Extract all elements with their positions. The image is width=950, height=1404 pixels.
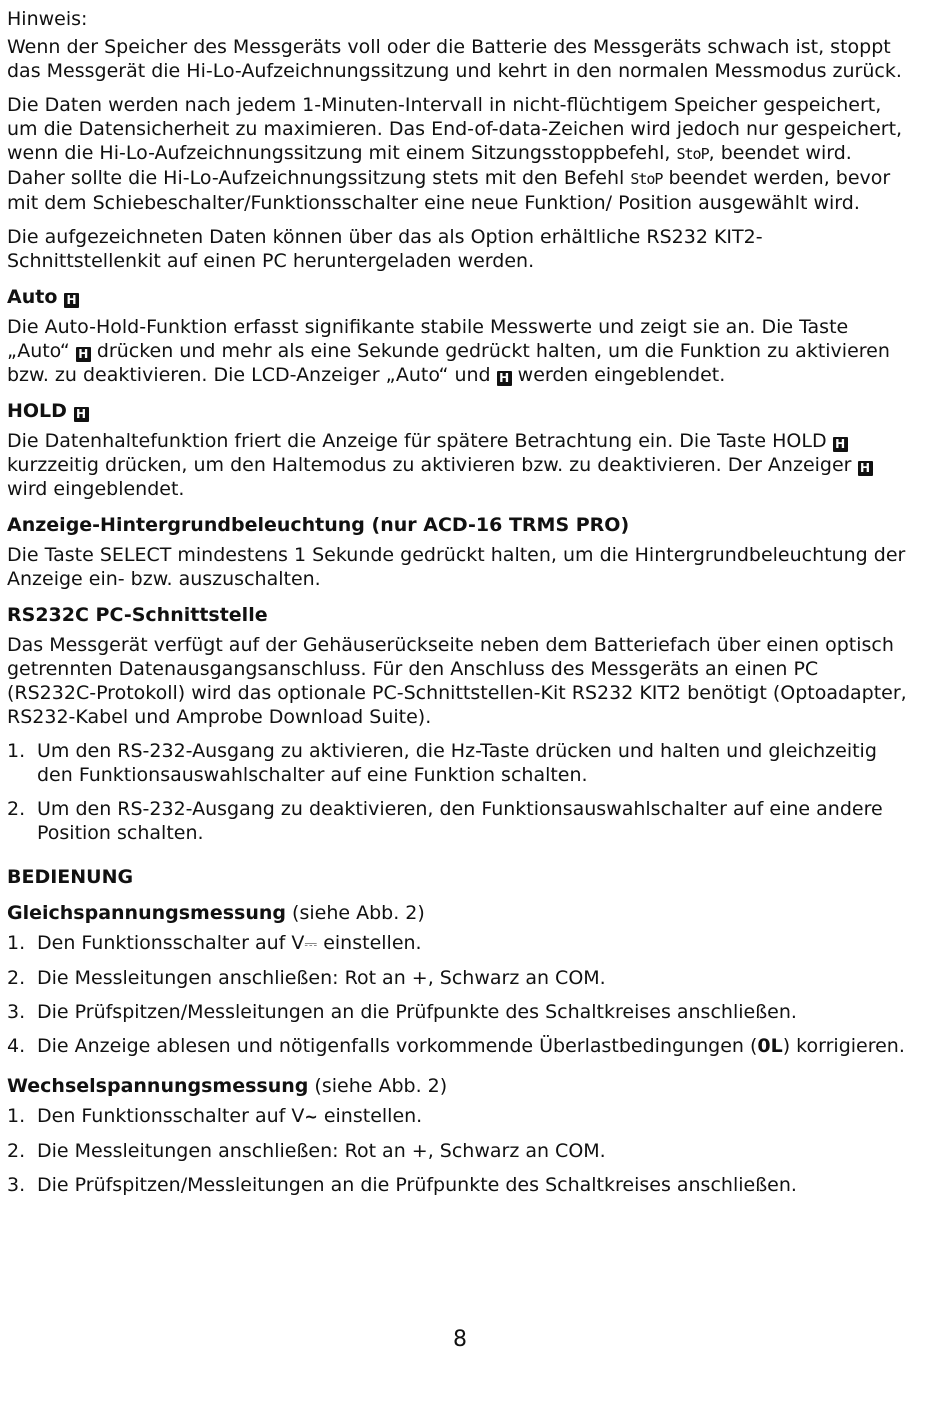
operation-heading: BEDIENUNG <box>7 866 134 888</box>
hold-paragraph: Die Datenhaltefunktion friert die Anzeige für spätere Betrachtung ein. Die Taste HOLD H kurzzeitig drücken, um den Haltemodus zu aktivieren bzw. zu deaktivieren. Der Anzeiger H wird eingeblendet. <box>7 429 912 501</box>
note-storage-text-b: , beendet wird. Daher sollte die Hi-Lo-Aufzeichnungssitzung stets mit den Befehl <box>7 142 852 189</box>
list-item: 1. Den Funktionsschalter auf V⎓ einstellen. <box>7 932 422 954</box>
note-storage-text-a: Die Daten werden nach jedem 1-Minuten-Intervall in nicht-flüchtigem Speicher gespeichert, um die Datensicherheit zu maximieren. Das End-of-data-Zeichen wird jedoch nur gespeichert, wenn die Hi-Lo-Aufzeichnungssitzung mit einem Sitzungsstoppbefehl, <box>7 94 903 164</box>
ac-voltage-icon: ~ <box>304 1107 318 1126</box>
rs232-steps <box>7 739 912 845</box>
rs232-heading: RS232C PC-Schnittstelle <box>7 604 268 626</box>
dc-heading: Gleichspannungsmessung (siehe Abb. 2) <box>7 902 425 924</box>
list-item: 1. Um den RS-232-Ausgang zu aktivieren, die Hz-Taste drücken und halten und gleichzeitig den Funktionsauswahlschalter auf eine Funktion schalten. <box>7 740 877 786</box>
hold-icon: H <box>833 437 848 452</box>
page-number: 8 <box>453 1327 467 1352</box>
hold-icon: H <box>76 347 91 362</box>
note-paragraph-storage <box>7 93 912 215</box>
note-storage-text-c: beendet werden, bevor mit dem Schiebeschalter/Funktionsschalter eine neue Funktion/ Position ausgewählt wird. <box>7 167 891 214</box>
hold-icon: H <box>858 461 873 476</box>
list-item: 3. Die Prüfspitzen/Messleitungen an die Prüfpunkte des Schaltkreises anschließen. <box>7 1174 797 1196</box>
backlight-paragraph: Die Taste SELECT mindestens 1 Sekunde gedrückt halten, um die Hintergrundbeleuchtung der Anzeige ein- bzw. auszuschalten. <box>7 544 906 590</box>
note-paragraph-download: Die aufgezeichneten Daten können über das als Option erhältliche RS232 KIT2-Schnittstellenkit auf einen PC heruntergeladen werden. <box>7 226 763 272</box>
rs232-paragraph: Das Messgerät verfügt auf der Gehäuserückseite neben dem Batteriefach über einen optisch getrennten Datenausgangsanschluss. Für den Anschluss des Messgeräts an einen PC (RS232C-Protokoll) wird das optionale PC-Schnittstellen-Kit RS232 KIT2 benötigt (Optoadapter, RS232-Kabel und Amprobe Download Suite). <box>7 634 907 728</box>
list-item: 2. Die Messleitungen anschließen: Rot an +, Schwarz an COM. <box>7 967 606 989</box>
hold-heading: HOLD H <box>7 399 912 423</box>
backlight-heading: Anzeige-Hintergrundbeleuchtung (nur ACD-16 TRMS PRO) <box>7 514 630 536</box>
list-item: 2. Um den RS-232-Ausgang zu deaktivieren, den Funktionsauswahlschalter auf eine andere Position schalten. <box>7 798 883 844</box>
auto-hold-heading: Auto H <box>7 285 912 309</box>
note-paragraph-memory: Wenn der Speicher des Messgeräts voll oder die Batterie des Messgeräts schwach ist, stoppt das Messgerät die Hi-Lo-Aufzeichnungssitzung und kehrt in den normalen Messmodus zurück. <box>7 36 902 82</box>
dc-voltage-icon: ⎓ <box>304 934 318 953</box>
note-label: Hinweis: <box>7 8 88 30</box>
manual-page <box>7 7 912 1207</box>
auto-hold-paragraph: Die Auto-Hold-Funktion erfasst signifikante stabile Messwerte und zeigt sie an. Die Taste „Auto“ H drücken und mehr als eine Sekunde gedrückt halten, um die Funktion zu aktivieren bzw. zu deaktivieren. Die LCD-Anzeiger „Auto“ und H werden eingeblendet. <box>7 316 890 386</box>
stop-symbol: StoP <box>630 170 663 188</box>
hold-icon: H <box>64 293 79 308</box>
list-item: 2. Die Messleitungen anschließen: Rot an +, Schwarz an COM. <box>7 1140 606 1162</box>
list-item: 4. Die Anzeige ablesen und nötigenfalls vorkommende Überlastbedingungen (0L) korrigieren. <box>7 1035 905 1057</box>
ac-heading: Wechselspannungsmessung (siehe Abb. 2) <box>7 1075 448 1097</box>
hold-icon: H <box>74 407 89 422</box>
list-item: 3. Die Prüfspitzen/Messleitungen an die Prüfpunkte des Schaltkreises anschließen. <box>7 1001 797 1023</box>
ac-steps <box>7 1104 912 1197</box>
hold-icon: H <box>497 371 512 386</box>
list-item: 1. Den Funktionsschalter auf V~ einstellen. <box>7 1105 423 1127</box>
overload-indicator: 0L <box>757 1035 783 1057</box>
dc-steps <box>7 931 912 1058</box>
stop-symbol: StoP <box>676 145 709 163</box>
